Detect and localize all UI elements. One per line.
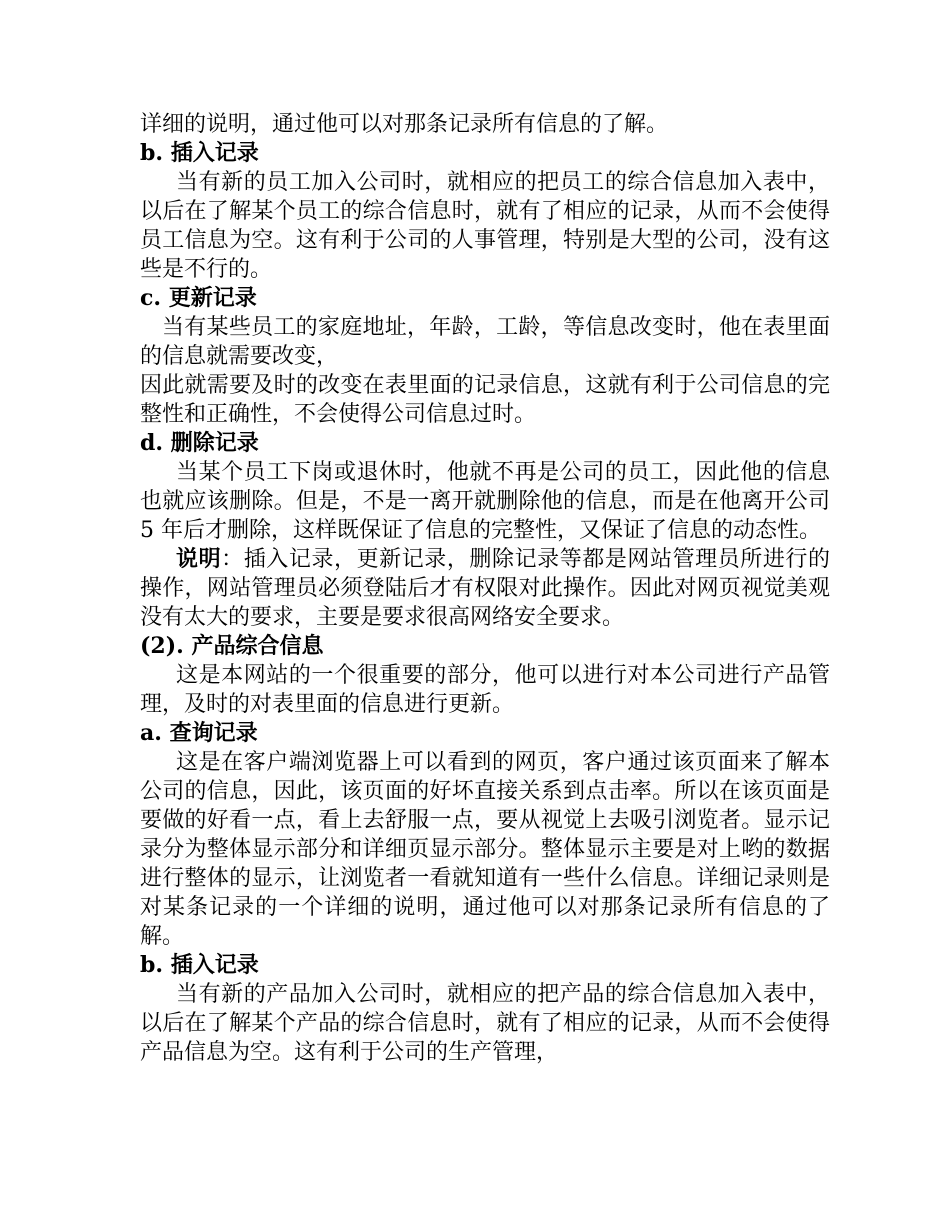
- section-heading-update-record: c. 更新记录: [140, 285, 257, 311]
- paragraph-continuation: 详细的说明，通过他可以对那条记录所有信息的了解。: [140, 112, 669, 137]
- section-heading-delete-record: d. 删除记录: [140, 430, 259, 456]
- paragraph-delete-record: 当某个员工下岗或退休时，他就不再是公司的员工，因此他的信息也就应该删除。但是，不是一离开就删除他的信息，而是在他离开公司 5 年后才删除，这样既保证了信息的完整性，又保证了信息的动态性。: [140, 460, 830, 543]
- paragraph-product-info: 这是本网站的一个很重要的部分，他可以进行对本公司进行产品管理，及时的对表里面的信息进行更新。: [140, 663, 830, 717]
- paragraph-query-record: 这是在客户端浏览器上可以看到的网页，客户通过该页面来了解本公司的信息，因此，该页面的好坏直接关系到点击率。所以在该页面是要做的好看一点，看上去舒服一点，要从视觉上去吸引浏览者。显示记录分为整体显示部分和详细页显示部分。整体显示主要是对上哟的数据进行整体的显示，让浏览者一看就知道有一些什么信息。详细记录则是对某条记录的一个详细的说明，通过他可以对那条记录所有信息的了解。: [140, 750, 830, 949]
- section-heading-product-info: (2). 产品综合信息: [140, 633, 324, 659]
- paragraph-note: [140, 545, 830, 632]
- section-heading-insert-record: b. 插入记录: [140, 140, 259, 166]
- note-label: 说明: [176, 546, 222, 572]
- paragraph-insert-record: 当有新的员工加入公司时，就相应的把员工的综合信息加入表中，以后在了解某个员工的综合信息时，就有了相应的记录，从而不会使得员工信息为空。这有利于公司的人事管理，特别是大型的公司，没有这些是不行的。: [140, 170, 830, 282]
- paragraph-update-record-2: 因此就需要及时的改变在表里面的记录信息，这就有利于公司信息的完整性和正确性，不会使得公司信息过时。: [140, 373, 830, 427]
- note-text: ：插入记录，更新记录，删除记录等都是网站管理员所进行的操作，网站管理员必须登陆后才有权限对此操作。因此对网页视觉美观没有太大的要求，主要是要求很高网络安全要求。: [140, 547, 830, 630]
- document-page: [140, 110, 830, 1067]
- paragraph-update-record-1: 当有某些员工的家庭地址，年龄，工龄，等信息改变时，他在表里面的信息就需要改变，: [140, 315, 830, 369]
- section-heading-query-record: a. 查询记录: [140, 720, 258, 746]
- section-heading-insert-record-2: b. 插入记录: [140, 952, 259, 978]
- paragraph-insert-record-2: 当有新的产品加入公司时，就相应的把产品的综合信息加入表中，以后在了解某个产品的综合信息时，就有了相应的记录，从而不会使得产品信息为空。这有利于公司的生产管理，: [140, 982, 830, 1065]
